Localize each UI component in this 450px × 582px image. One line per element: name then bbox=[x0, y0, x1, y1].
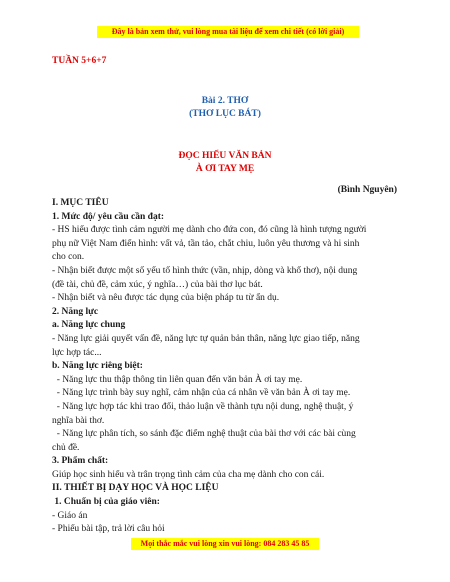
body-line: cho con. bbox=[52, 252, 85, 263]
body-line: - Năng lực hợp tác khi trao đổi, thảo luận về thành tựu nội dung, nghệ thuật, ý bbox=[52, 401, 354, 412]
body-line: (đề tài, chủ đề, cảm xúc, ý nghĩa…) của bài thơ lục bát. bbox=[52, 279, 263, 290]
body-line: - Năng lực phân tích, so sánh đặc điểm nghệ thuật của bài thơ với các bài cùng bbox=[52, 429, 356, 440]
section-heading: b. Năng lực riêng biệt: bbox=[52, 361, 143, 372]
section-heading: II. THIẾT BỊ DẠY HỌC VÀ HỌC LIỆU bbox=[52, 483, 219, 494]
body-line: Giúp học sinh hiểu và trân trọng tình cảm của cha mẹ dành cho con cái. bbox=[52, 469, 325, 480]
reading-title: ĐỌC HIỂU VĂN BẢN bbox=[178, 151, 272, 161]
poem-title: À ƠI TAY MẸ bbox=[195, 164, 255, 174]
section-heading: I. MỤC TIÊU bbox=[52, 198, 109, 208]
author-name: (Bình Nguyên) bbox=[337, 185, 397, 195]
body-line: - Giáo án bbox=[52, 510, 88, 521]
body-line: chủ đề. bbox=[52, 442, 80, 453]
section-heading: 1. Chuẩn bị của giáo viên: bbox=[52, 497, 160, 508]
section-heading: 1. Mức độ/ yêu cầu cần đạt: bbox=[52, 211, 165, 222]
body-line: - Phiếu bài tập, trả lời câu hỏi bbox=[52, 524, 165, 535]
section-heading: 3. Phẩm chất: bbox=[52, 456, 109, 467]
contact-footer bbox=[131, 538, 319, 550]
body-line: lực hợp tác... bbox=[52, 347, 102, 358]
body-line: - Nhận biết được một số yếu tố hình thức (vần, nhịp, dòng và khổ thơ), nội dung bbox=[52, 265, 358, 276]
body-line: - Năng lực trình bày suy nghĩ, cảm nhận của cá nhân về văn bản À ơi tay mẹ. bbox=[52, 388, 351, 399]
lesson-subtitle: (THƠ LỤC BÁT) bbox=[189, 109, 261, 119]
body-line: - Năng lực thu thập thông tin liên quan đến văn bản À ơi tay mẹ. bbox=[52, 374, 303, 385]
body-line: nghĩa bài thơ. bbox=[52, 415, 105, 426]
preview-banner-text: Đây là bản xem thử, vui lòng mua tài liệu để xem chi tiết (có lời giải) bbox=[111, 27, 345, 36]
section-heading: a. Năng lực chung bbox=[52, 320, 126, 331]
body-line: - HS hiểu được tình cảm người mẹ dành cho đứa con, đó cũng là hình tượng người bbox=[52, 225, 367, 236]
contact-footer-text: Mọi thắc mắc vui lòng xin vui lòng: 084 283 45 85 bbox=[140, 539, 310, 548]
body-line: - Năng lực giải quyết vấn đề, năng lực tự quản bản thân, năng lực giao tiếp, năng bbox=[52, 333, 360, 344]
week-label: TUẦN 5+6+7 bbox=[52, 56, 107, 66]
section-heading: 2. Năng lực bbox=[52, 306, 99, 317]
body-line: - Nhận biết và nêu được tác dụng của biện pháp tu từ ẩn dụ. bbox=[52, 293, 280, 304]
preview-banner bbox=[97, 26, 359, 38]
lesson-title: Bài 2. THƠ bbox=[201, 96, 249, 106]
body-line: phụ nữ Việt Nam điển hình: vất vả, tần tảo, chắt chiu, luôn yêu thương và hi sinh bbox=[52, 238, 360, 249]
document-body bbox=[52, 197, 398, 537]
